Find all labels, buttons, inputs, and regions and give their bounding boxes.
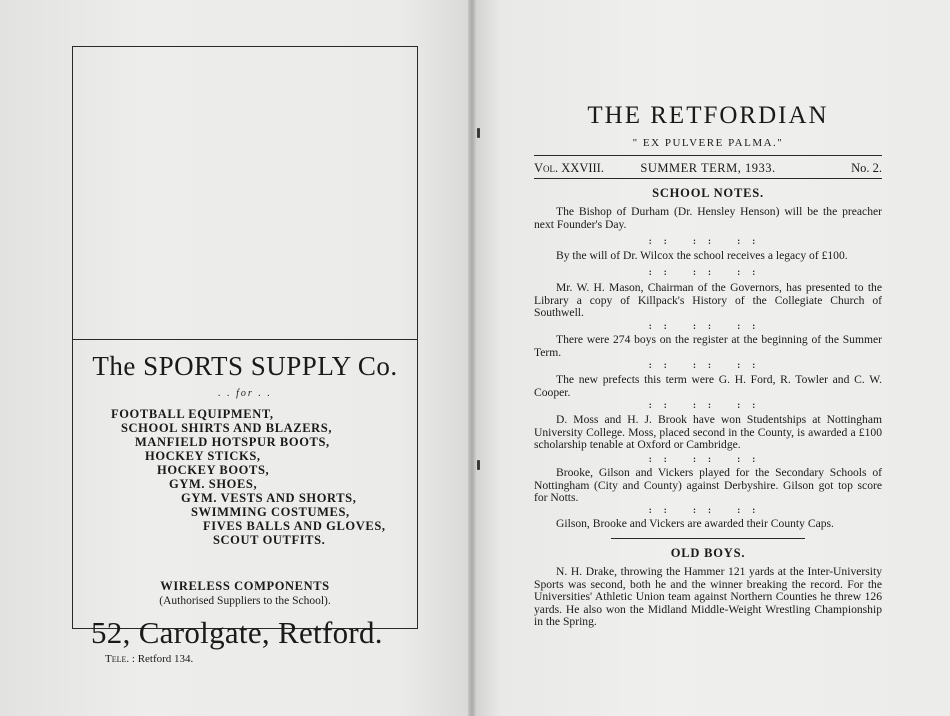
note-separator: :: :: :: [648,236,768,246]
book-gutter [468,0,476,716]
note-separator: :: :: :: [648,360,768,370]
ad-tele-label: Tele. : [105,653,135,665]
ad-item: FOOTBALL EQUIPMENT, [111,407,274,421]
issue-volume: Vol. XXVIII. [534,161,604,175]
ad-wireless: WIRELESS COMPONENTS [160,579,330,593]
note-paragraph: By the will of Dr. Wilcox the school receives a legacy of £100. [556,249,848,262]
note-paragraph: The Bishop of Durham (Dr. Hensley Henson) will be the preacher next Founder's Day. [534,205,882,231]
note-paragraph: The new prefects this term were G. H. Ford, R. Towler and C. W. Cooper. [534,373,882,399]
ad-telephone [105,653,193,665]
header-rule [534,155,882,156]
section-rule [611,538,805,539]
staple-mark [477,460,480,470]
ad-divider [73,339,417,340]
issue-number: No. 2. [851,161,882,175]
ad-item: SCHOOL SHIRTS AND BLAZERS, [121,421,333,435]
advertisement-box [72,46,418,665]
note-paragraph: There were 274 boys on the register at the beginning of the Summer Term. [534,333,882,359]
ad-item: SWIMMING COSTUMES, [191,505,350,519]
ad-address: 52, Carolgate, Retford. [91,615,383,650]
note-separator: :: :: :: [648,321,768,331]
header-rule [534,178,882,179]
issue-term: SUMMER TERM, 1933. [640,161,776,175]
ad-item: HOCKEY BOOTS, [157,463,270,477]
note-paragraph: D. Moss and H. J. Brook have won Studentships at Nottingham University College. Moss, placed second in the County, is awarded a £100 scholarship tenable at Oxford or Cambridge. [534,413,882,451]
staple-mark [477,128,480,138]
ad-for-label: . . for . . [218,388,272,399]
note-separator: :: :: :: [648,400,768,410]
ad-item: GYM. VESTS AND SHORTS, [181,491,357,505]
old-boys-paragraph: N. H. Drake, throwing the Hammer 121 yards at the Inter-University Sports was second, both he and the winner breaking the record. For the Universities' Athletic Union team against Northern Counties he threw 126 yards. He also won the Midland Middle-Weight Wrestling Championship in the Spring. [534,565,882,628]
note-paragraph: Gilson, Brooke and Vickers are awarded their County Caps. [556,517,834,530]
ad-item: GYM. SHOES, [169,477,258,491]
ad-tele-value: Retford 134. [137,653,194,665]
ad-item: SCOUT OUTFITS. [213,533,326,547]
note-separator: :: :: :: [648,454,768,464]
journal-motto: " EX PULVERE PALMA." [632,137,784,149]
ad-company-name: The SPORTS SUPPLY Co. [92,351,398,381]
note-separator: :: :: :: [648,505,768,515]
note-paragraph: Mr. W. H. Mason, Chairman of the Governors, has presented to the Library a copy of Killpack's History of the Collegiate Church of Southwell. [534,281,882,319]
ad-item: MANFIELD HOTSPUR BOOTS, [135,435,330,449]
school-notes-heading: SCHOOL NOTES. [652,186,764,200]
ad-item: FIVES BALLS AND GLOVES, [203,519,386,533]
note-separator: :: :: :: [648,267,768,277]
old-boys-heading: OLD BOYS. [670,546,746,560]
journal-title: THE RETFORDIAN [587,102,829,129]
note-paragraph: Brooke, Gilson and Vickers played for the Secondary Schools of Nottingham (City and County) against Derbyshire. Gilson got top score for Notts. [534,466,882,504]
ad-item: HOCKEY STICKS, [145,449,261,463]
ad-authorised: (Authorised Suppliers to the School). [159,595,331,607]
